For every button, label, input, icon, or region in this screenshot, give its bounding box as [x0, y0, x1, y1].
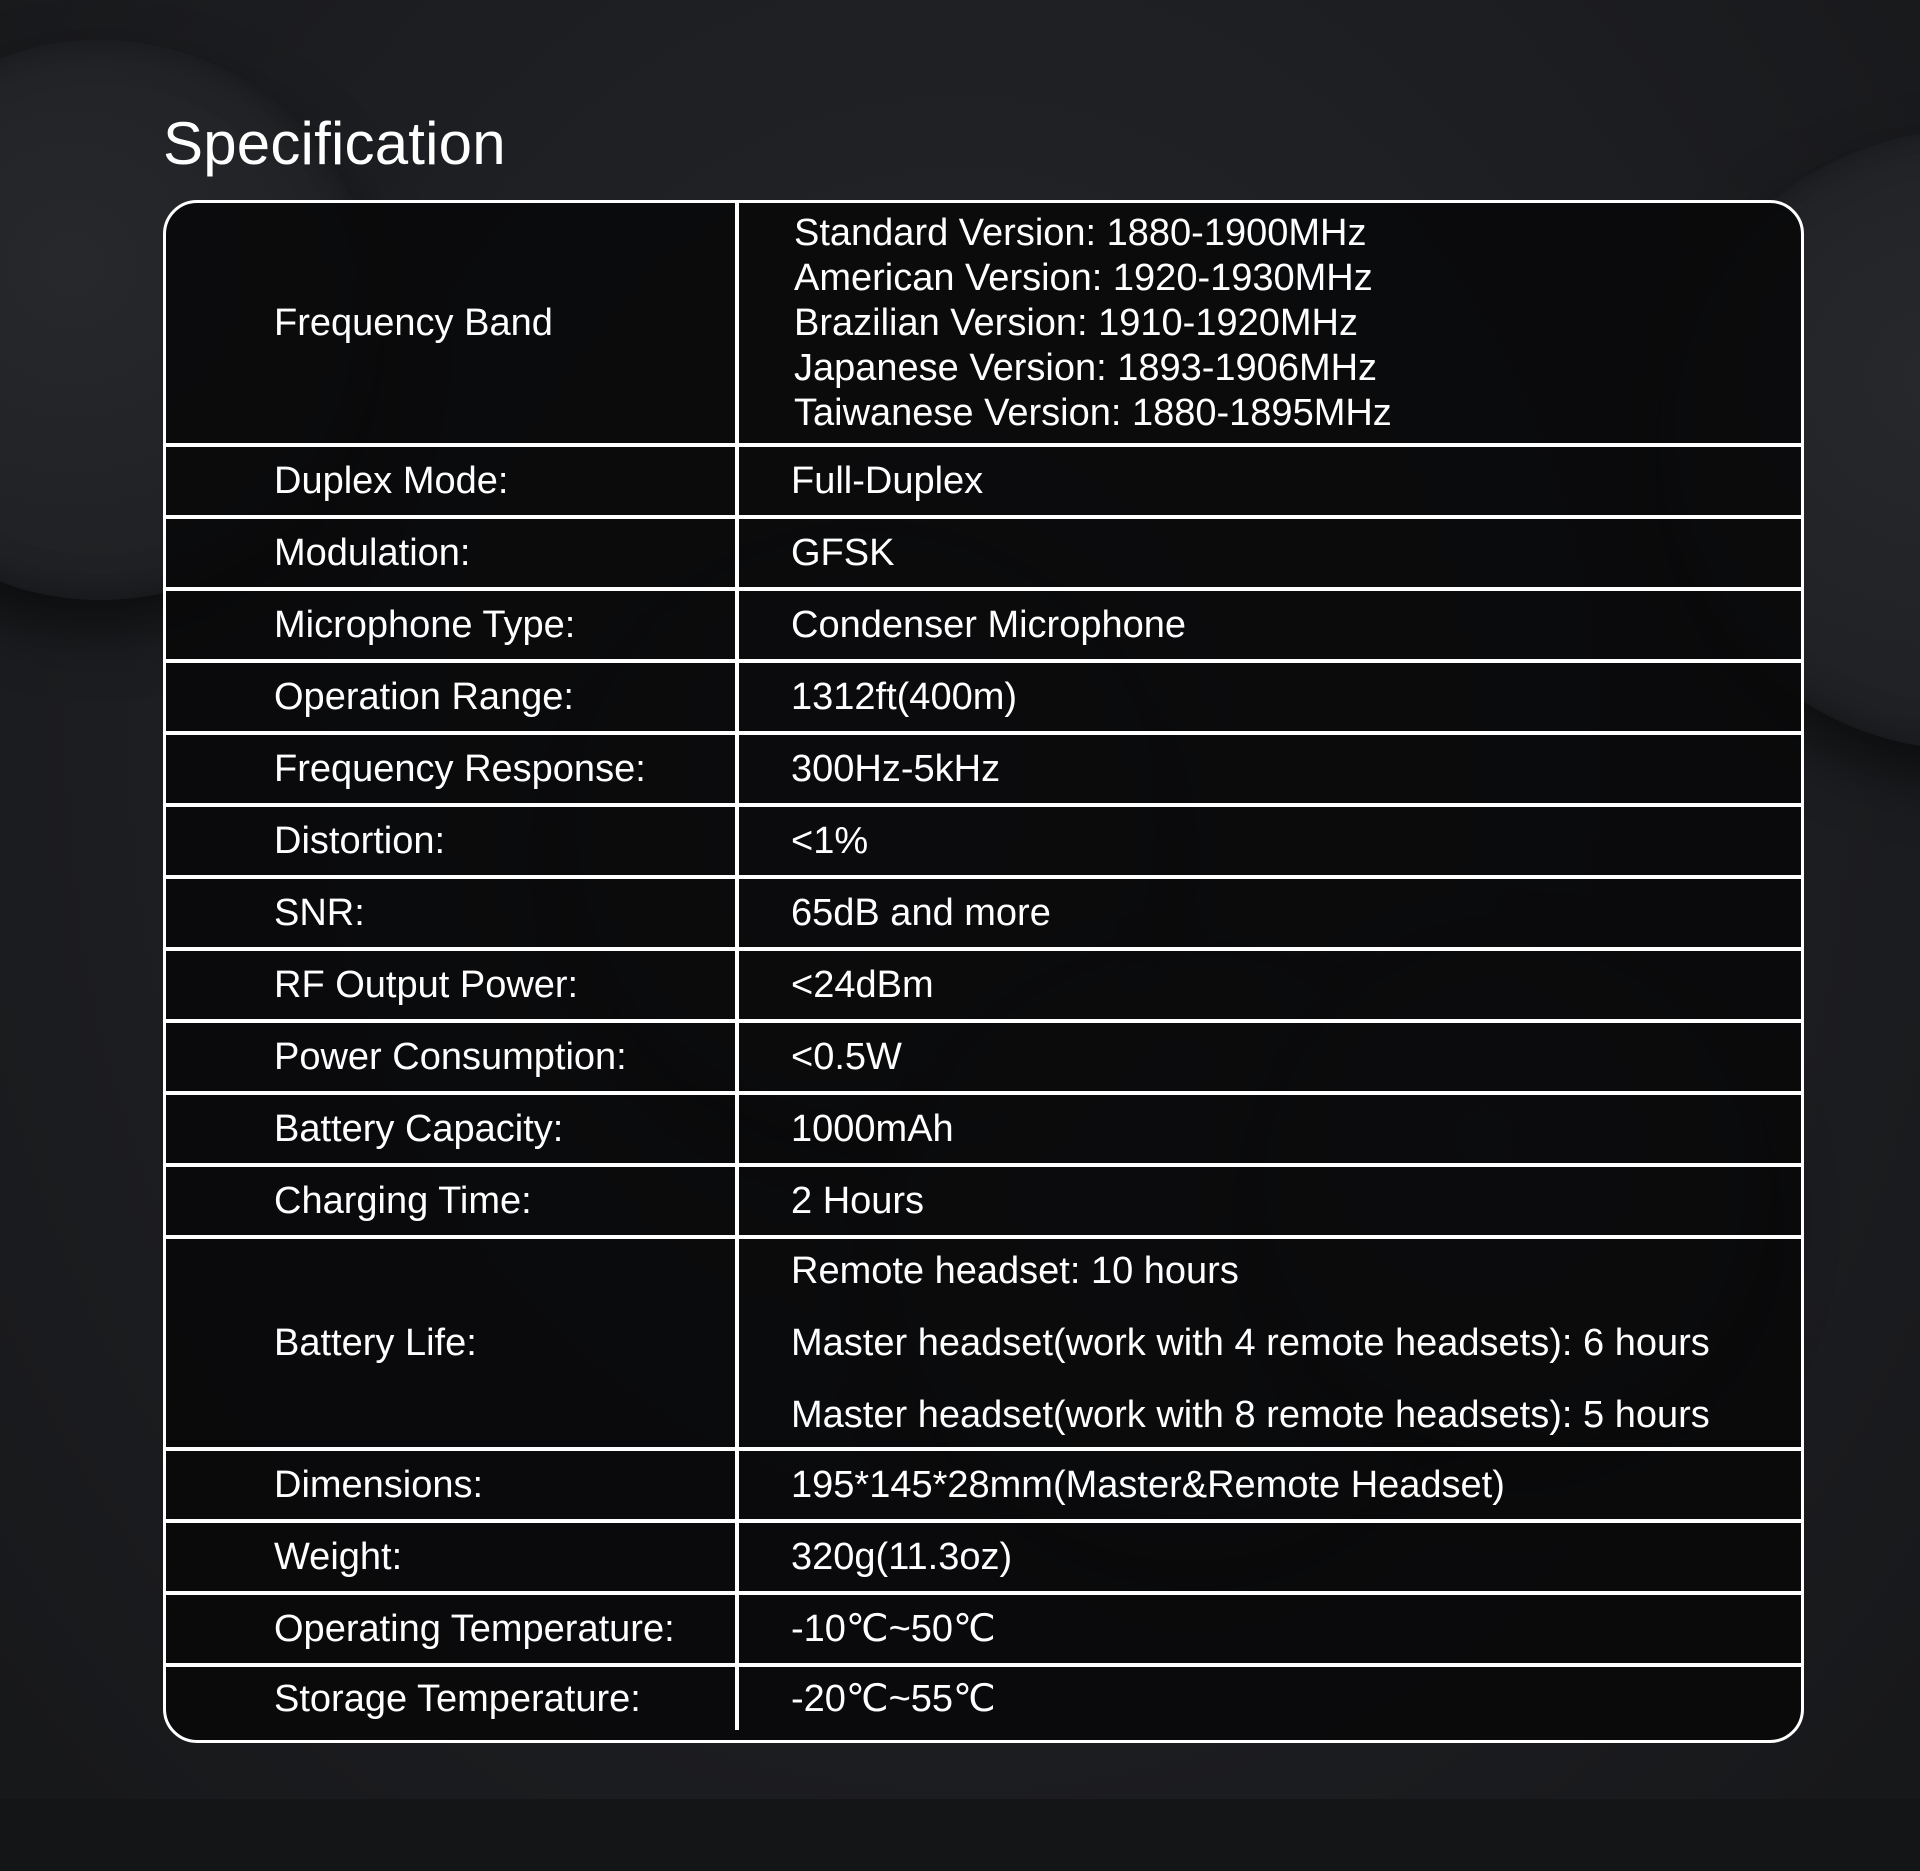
spec-value: -20℃~55℃: [791, 1677, 996, 1720]
table-row: [166, 735, 1801, 807]
table-row: [166, 807, 1801, 879]
spec-value: <1%: [791, 820, 869, 862]
spec-value: 300Hz-5kHz: [791, 748, 1001, 790]
page-title: Specification: [163, 110, 506, 177]
spec-value: 1000mAh: [791, 1108, 954, 1150]
spec-value: 2 Hours: [791, 1180, 925, 1222]
spec-value: <24dBm: [791, 964, 934, 1006]
spec-value-line: Brazilian Version: 1910-1920MHz: [794, 301, 1358, 344]
spec-label: Frequency Response:: [166, 735, 739, 803]
table-row: [166, 951, 1801, 1023]
table-row: [166, 519, 1801, 591]
table-row: [166, 1451, 1801, 1523]
spec-value-line: Standard Version: 1880-1900MHz: [794, 211, 1367, 254]
spec-value: Full-Duplex: [791, 460, 984, 502]
spec-value: -10℃~50℃: [791, 1608, 996, 1650]
spec-label: Storage Temperature:: [166, 1667, 739, 1730]
spec-table: [163, 200, 1804, 1743]
spec-label: SNR:: [166, 879, 739, 947]
table-row: [166, 1595, 1801, 1667]
spec-label: Modulation:: [166, 519, 739, 587]
bottom-shade: [0, 1799, 1920, 1871]
spec-value: 65dB and more: [791, 892, 1051, 934]
spec-value: 320g(11.3oz): [791, 1536, 1013, 1578]
spec-value: 1312ft(400m): [791, 676, 1018, 718]
table-row: [166, 1023, 1801, 1095]
spec-label: Weight:: [166, 1523, 739, 1591]
spec-label: Distortion:: [166, 807, 739, 875]
spec-value: Condenser Microphone: [791, 604, 1187, 646]
spec-value: GFSK: [791, 532, 895, 574]
table-row: [166, 1523, 1801, 1595]
table-row: [166, 1167, 1801, 1239]
table-row: [166, 879, 1801, 951]
spec-value-line: Japanese Version: 1893-1906MHz: [794, 346, 1378, 389]
spec-label: Battery Life:: [166, 1239, 739, 1447]
spec-value-line: Remote headset: 10 hours: [791, 1250, 1239, 1292]
spec-value: <0.5W: [791, 1036, 902, 1078]
spec-value: 195*145*28mm(Master&Remote Headset): [791, 1464, 1505, 1506]
spec-label: RF Output Power:: [166, 951, 739, 1019]
table-row: [166, 1239, 1801, 1451]
spec-label: Frequency Band: [166, 203, 739, 443]
table-row: [166, 203, 1801, 447]
spec-value-line: Taiwanese Version: 1880-1895MHz: [794, 391, 1392, 434]
table-row: [166, 1095, 1801, 1167]
table-row: [166, 591, 1801, 663]
spec-value-line: American Version: 1920-1930MHz: [794, 256, 1373, 299]
table-row: [166, 1667, 1801, 1730]
spec-label: Microphone Type:: [166, 591, 739, 659]
spec-label: Operating Temperature:: [166, 1595, 739, 1663]
spec-label: Charging Time:: [166, 1167, 739, 1235]
spec-value-line: Master headset(work with 4 remote headsets): 6 hours: [791, 1322, 1710, 1364]
spec-label: Operation Range:: [166, 663, 739, 731]
table-row: [166, 447, 1801, 519]
spec-label: Battery Capacity:: [166, 1095, 739, 1163]
spec-label: Duplex Mode:: [166, 447, 739, 515]
spec-label: Power Consumption:: [166, 1023, 739, 1091]
table-row: [166, 663, 1801, 735]
spec-value: [739, 1239, 1801, 1447]
spec-label: Dimensions:: [166, 1451, 739, 1519]
spec-value: [739, 203, 1801, 443]
spec-value-line: Master headset(work with 8 remote headsets): 5 hours: [791, 1394, 1710, 1436]
